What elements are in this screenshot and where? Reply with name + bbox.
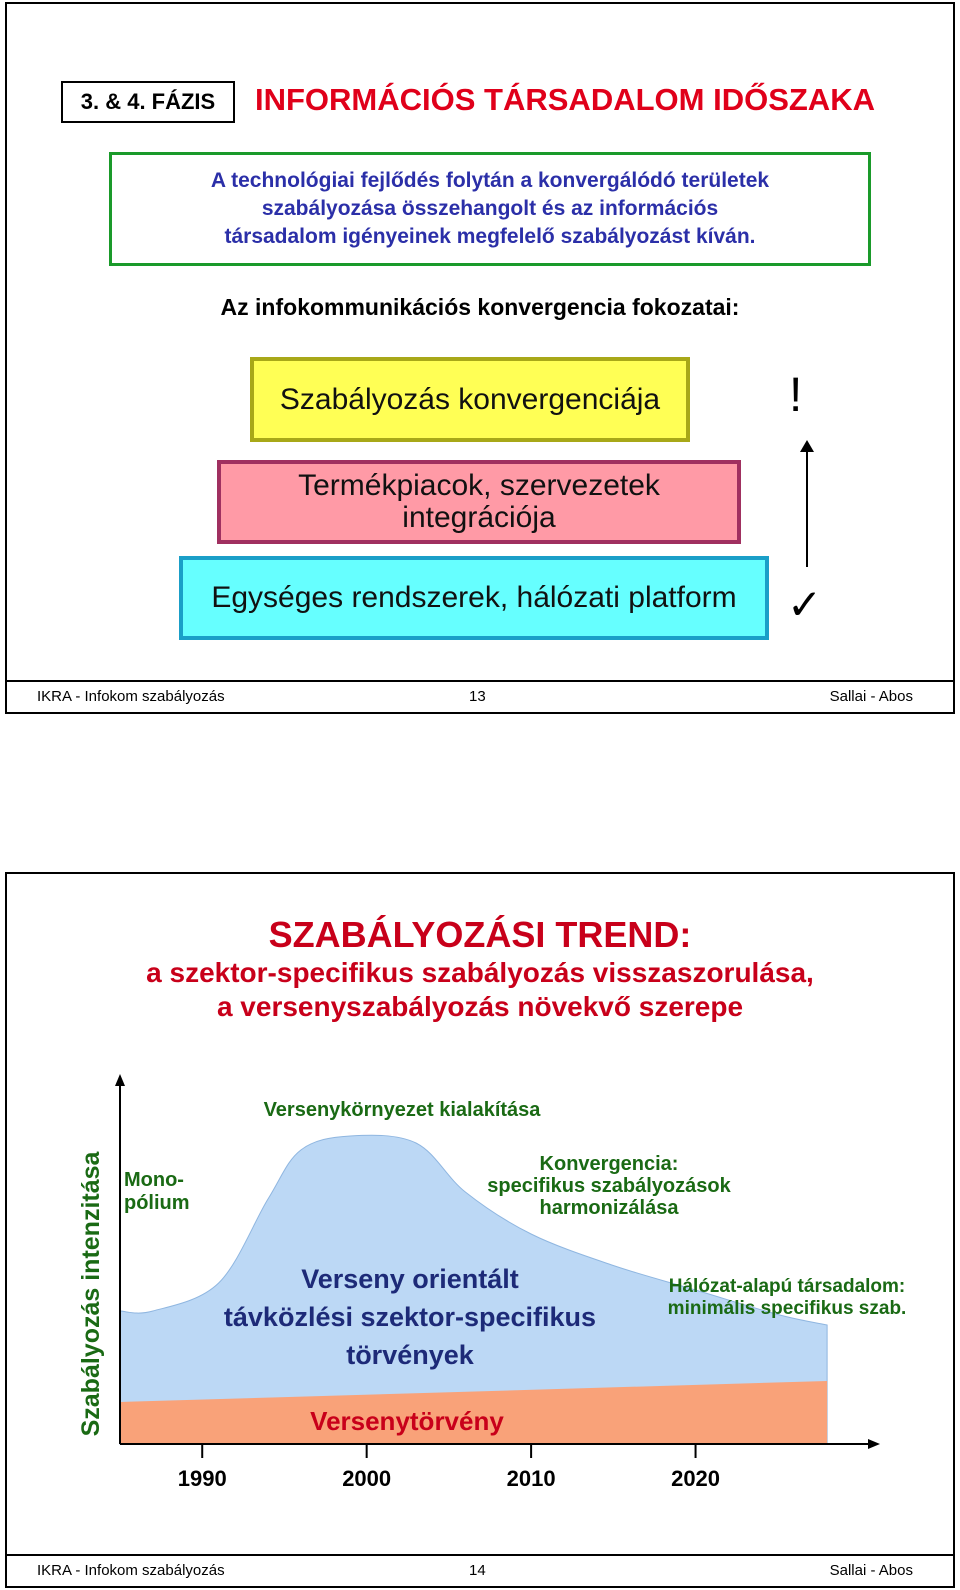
arrow-shaft	[806, 449, 808, 567]
annotation-monopolium-2: pólium	[124, 1192, 190, 1214]
summary-line-3: társadalom igényeinek megfelelő szabályozást kíván.	[224, 225, 756, 248]
footer	[7, 1554, 953, 1586]
center-label-3: törvények	[346, 1340, 474, 1370]
annotation-network-society-2: minimális specifikus szab.	[667, 1298, 907, 1319]
subtitle-line-2: a versenyszabályozás növekvő szerepe	[216, 991, 744, 1022]
regulation-trend-chart	[7, 874, 953, 1554]
level-middle-label-2: integrációja	[402, 501, 556, 534]
x-ticks	[178, 1444, 720, 1491]
y-axis-arrow-icon	[115, 1074, 125, 1086]
band-label-competition-law: Versenytörvény	[310, 1406, 504, 1436]
x-tick-label-2000: 2000	[342, 1466, 392, 1491]
footer-authors: Sallai - Abos	[829, 1562, 913, 1579]
level-bottom-label: Egységes rendszerek, hálózati platform	[211, 581, 737, 614]
x-tick-label-2020: 2020	[671, 1466, 721, 1491]
summary-box	[109, 152, 871, 266]
footer-course: IKRA - Infokom szabályozás	[37, 688, 225, 705]
annotation-competition-environment: Versenykörnyezet kialakítása	[263, 1099, 541, 1121]
footer-course: IKRA - Infokom szabályozás	[37, 1562, 225, 1579]
level-top-label: Szabályozás konvergenciája	[279, 382, 661, 416]
footer	[7, 680, 953, 712]
annotation-convergence-1: Konvergencia:	[539, 1153, 679, 1175]
annotation-convergence-2: specifikus szabályozások	[487, 1175, 731, 1197]
slide-13	[5, 2, 955, 714]
subtitle-line-1: a szektor-specifikus szabályozás visszaszorulása,	[146, 957, 814, 988]
slide-14	[5, 872, 955, 1588]
annotation-convergence-3: harmonizálása	[539, 1197, 679, 1219]
summary-line-2: szabályozása összehangolt és az információs	[261, 197, 719, 220]
exclamation-icon: !	[789, 369, 803, 422]
summary-line-1: A technológiai fejlődés folytán a konvergálódó területek	[210, 169, 770, 192]
subheading: Az infokommunikációs konvergencia fokozatai:	[220, 294, 740, 320]
annotation-network-society-1: Hálózat-alapú társadalom:	[668, 1276, 906, 1297]
footer-authors: Sallai - Abos	[829, 688, 913, 705]
level-regulation-convergence	[250, 357, 690, 442]
level-unified-systems	[179, 556, 769, 640]
level-market-integration	[217, 460, 741, 544]
annotation-monopolium-1: Mono-	[124, 1169, 184, 1191]
center-label-2: távközlési szektor-specifikus	[223, 1302, 597, 1332]
slide-title: INFORMÁCIÓS TÁRSADALOM IDŐSZAKA	[255, 82, 875, 117]
slide-title: SZABÁLYOZÁSI TREND:	[268, 914, 692, 955]
x-tick-label-2010: 2010	[506, 1466, 556, 1491]
x-axis-arrow-icon	[868, 1439, 880, 1449]
y-axis-label: Szabályozás intenzitása	[77, 1151, 105, 1437]
footer-page-number: 13	[469, 688, 486, 705]
level-middle-label-1: Termékpiacok, szervezetek	[298, 469, 660, 502]
center-label-1: Verseny orientált	[301, 1264, 519, 1294]
checkmark-icon: ✓	[787, 581, 823, 628]
x-tick-label-1990: 1990	[177, 1466, 227, 1491]
footer-page-number: 14	[469, 1562, 486, 1579]
phase-label: 3. & 4. FÁZIS	[61, 81, 235, 123]
